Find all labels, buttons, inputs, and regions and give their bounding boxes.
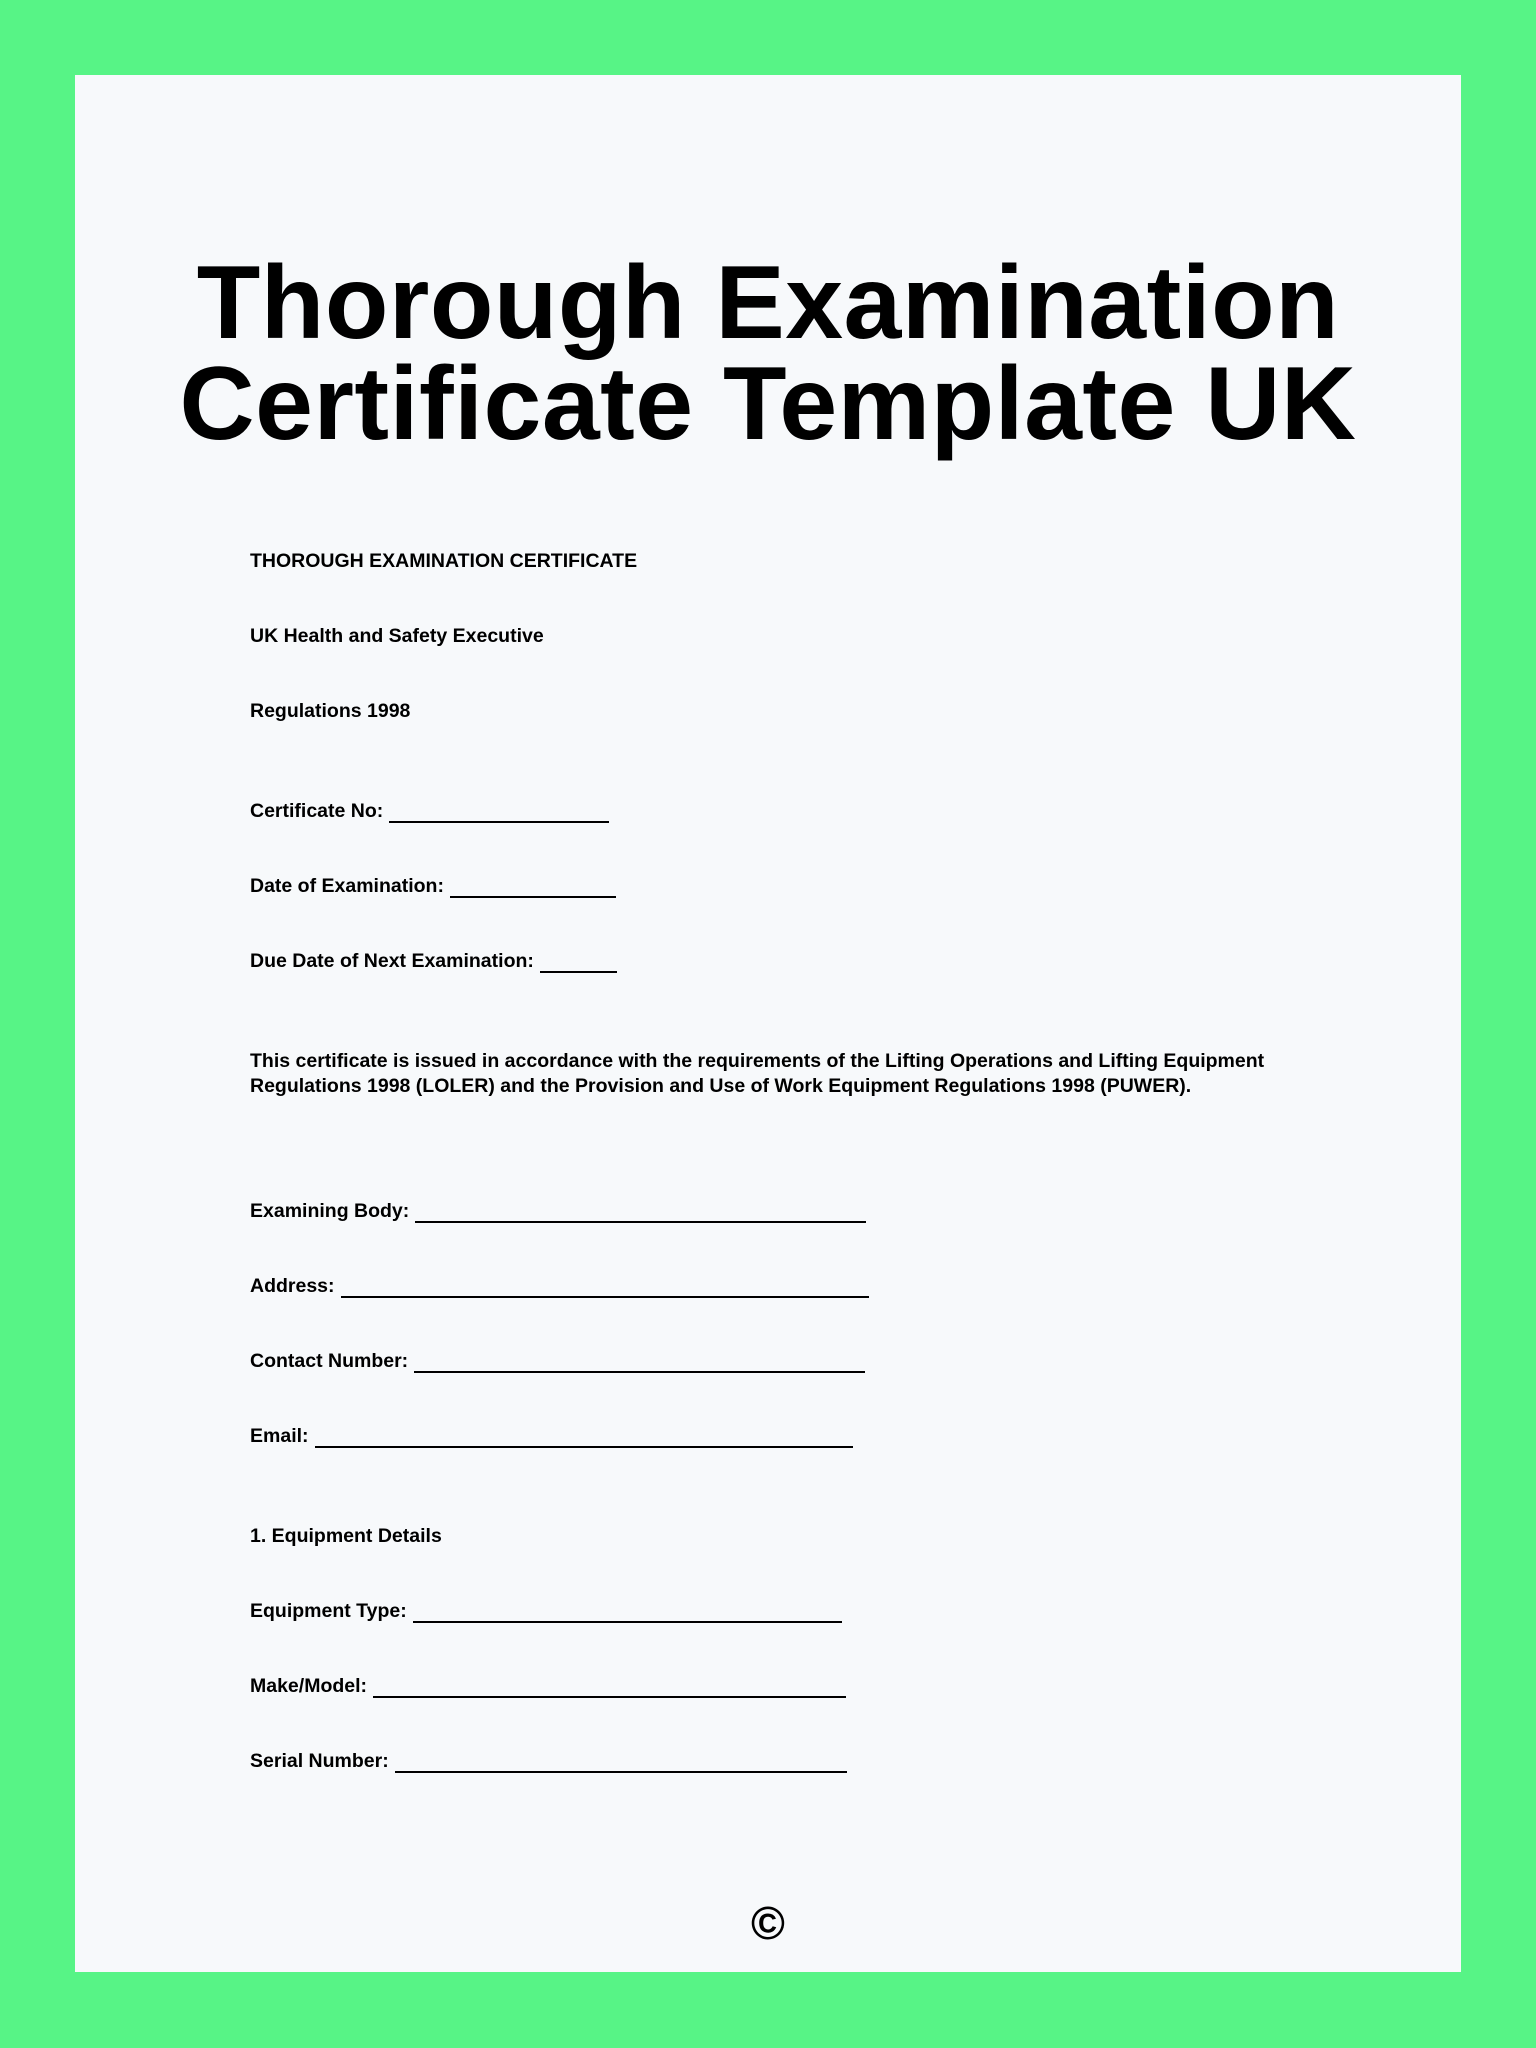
compliance-statement: This certificate is issued in accordance with the requirements of the Lifting Operations and Lifting Equipment Regulations 1998 (LOLER) and the Provision and Use of Work Equipment Regulations 1998 (PUWER).	[250, 1050, 1265, 1097]
certificate-heading: THOROUGH EXAMINATION CERTIFICATE	[250, 550, 638, 572]
equipment-type-field[interactable]	[250, 1599, 842, 1624]
certificate-no-field[interactable]	[250, 799, 609, 824]
due-date-field[interactable]	[250, 949, 617, 974]
certificate-no-blank[interactable]	[389, 803, 609, 823]
due-date-blank[interactable]	[540, 953, 617, 973]
examining-body-field[interactable]	[250, 1199, 866, 1224]
equipment-type-label: Equipment Type:	[250, 1600, 407, 1622]
document-title	[75, 245, 1461, 462]
title-line-1: Thorough Examination	[196, 245, 1340, 361]
make-model-blank[interactable]	[373, 1678, 846, 1698]
make-model-label: Make/Model:	[250, 1675, 368, 1697]
title-line-2: Certificate Template UK	[179, 346, 1357, 462]
address-field[interactable]	[250, 1274, 869, 1299]
email-label: Email:	[250, 1425, 309, 1447]
email-blank[interactable]	[315, 1428, 853, 1448]
examining-body-blank[interactable]	[415, 1203, 866, 1223]
examining-body-label: Examining Body:	[250, 1200, 410, 1222]
address-blank[interactable]	[341, 1278, 869, 1298]
copyright-icon: ©	[751, 1897, 785, 1949]
section-equipment-details-heading: 1. Equipment Details	[250, 1525, 442, 1547]
serial-number-field[interactable]	[250, 1749, 847, 1774]
authority-line: UK Health and Safety Executive	[250, 625, 544, 647]
serial-number-label: Serial Number:	[250, 1750, 389, 1772]
date-of-examination-blank[interactable]	[450, 878, 616, 898]
contact-number-label: Contact Number:	[250, 1350, 409, 1372]
email-field[interactable]	[250, 1424, 853, 1449]
date-of-examination-label: Date of Examination:	[250, 875, 444, 897]
equipment-type-blank[interactable]	[413, 1603, 842, 1623]
certificate-no-label: Certificate No:	[250, 800, 384, 822]
address-label: Address:	[250, 1275, 335, 1297]
make-model-field[interactable]	[250, 1674, 846, 1699]
serial-number-blank[interactable]	[395, 1753, 847, 1773]
contact-number-field[interactable]	[250, 1349, 865, 1374]
regulations-line: Regulations 1998	[250, 700, 411, 722]
date-of-examination-field[interactable]	[250, 874, 616, 899]
due-date-label: Due Date of Next Examination:	[250, 950, 534, 972]
contact-number-blank[interactable]	[414, 1353, 865, 1373]
certificate-page	[75, 75, 1461, 1972]
